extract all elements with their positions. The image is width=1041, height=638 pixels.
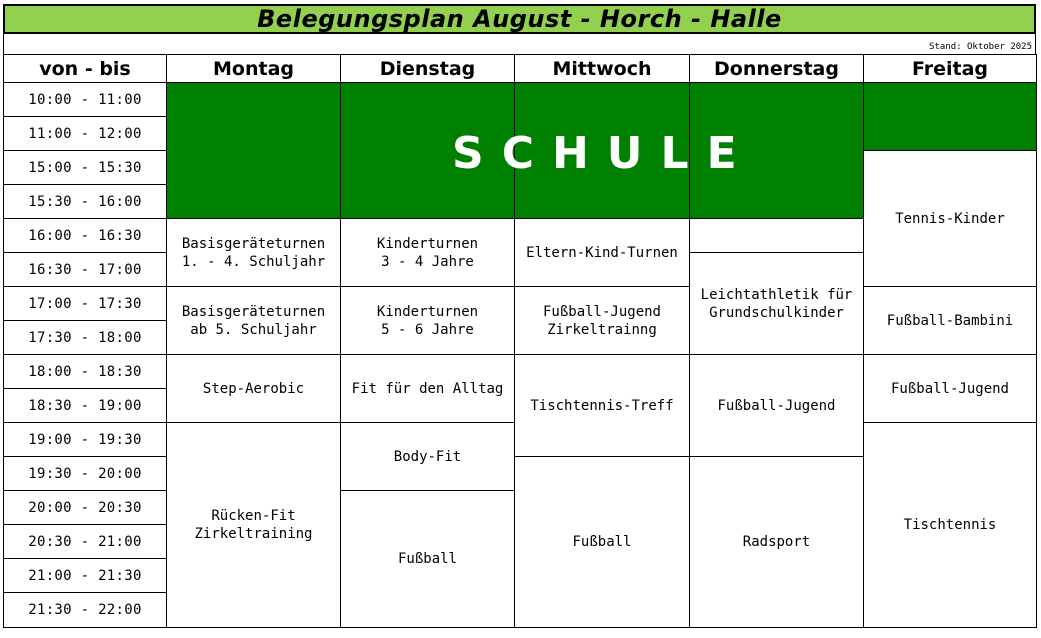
school-block-friday (863, 82, 1037, 151)
activity-cell: Fußball (340, 490, 515, 628)
time-slot: 10:00 - 11:00 (3, 82, 167, 117)
activity-cell: Eltern-Kind-Turnen (514, 218, 690, 287)
activity-cell: Leichtathletik für Grundschulkinder (689, 252, 864, 355)
time-slot: 20:30 - 21:00 (3, 524, 167, 559)
activity-cell: Radsport (689, 456, 864, 628)
activity-cell: Tischtennis (863, 422, 1037, 628)
activity-cell: Body-Fit (340, 422, 515, 491)
page-title: Belegungsplan August - Horch - Halle (3, 4, 1036, 34)
time-slot: 17:30 - 18:00 (3, 320, 167, 355)
header-thursday: Donnerstag (689, 54, 864, 83)
header-monday: Montag (166, 54, 341, 83)
activity-cell: Tischtennis-Treff (514, 354, 690, 457)
time-slot: 16:00 - 16:30 (3, 218, 167, 253)
time-slot: 18:00 - 18:30 (3, 354, 167, 389)
activity-cell: Tennis-Kinder (863, 150, 1037, 287)
time-slot: 11:00 - 12:00 (3, 116, 167, 151)
activity-cell: Fußball-Jugend (863, 354, 1037, 423)
activity-cell: Fußball (514, 456, 690, 628)
activity-cell: Fußball-Bambini (863, 286, 1037, 355)
activity-cell: Kinderturnen 5 - 6 Jahre (340, 286, 515, 355)
time-slot: 16:30 - 17:00 (3, 252, 167, 287)
time-slot: 21:30 - 22:00 (3, 592, 167, 628)
activity-cell: Rücken-Fit Zirkeltraining (166, 422, 341, 628)
header-friday: Freitag (863, 54, 1037, 83)
school-label: SCHULE (452, 127, 755, 179)
header-time: von - bis (3, 54, 167, 83)
header-tuesday: Dienstag (340, 54, 515, 83)
time-slot: 20:00 - 20:30 (3, 490, 167, 525)
stand-date: Stand: Oktober 2025 (929, 42, 1032, 52)
time-slot: 19:30 - 20:00 (3, 456, 167, 491)
activity-cell: Step-Aerobic (166, 354, 341, 423)
time-slot: 19:00 - 19:30 (3, 422, 167, 457)
header-wednesday: Mittwoch (514, 54, 690, 83)
time-slot: 21:00 - 21:30 (3, 558, 167, 593)
activity-cell: Kinderturnen 3 - 4 Jahre (340, 218, 515, 287)
activity-cell: Fußball-Jugend (689, 354, 864, 457)
time-slot: 15:30 - 16:00 (3, 184, 167, 219)
school-block-monday (166, 82, 341, 219)
activity-cell-empty (689, 218, 864, 253)
time-slot: 17:00 - 17:30 (3, 286, 167, 321)
activity-cell: Basisgeräteturnen ab 5. Schuljahr (166, 286, 341, 355)
activity-cell: Fit für den Alltag (340, 354, 515, 423)
activity-cell: Basisgeräteturnen 1. - 4. Schuljahr (166, 218, 341, 287)
activity-cell: Fußball-Jugend Zirkeltrainng (514, 286, 690, 355)
time-slot: 18:30 - 19:00 (3, 388, 167, 423)
time-slot: 15:00 - 15:30 (3, 150, 167, 185)
